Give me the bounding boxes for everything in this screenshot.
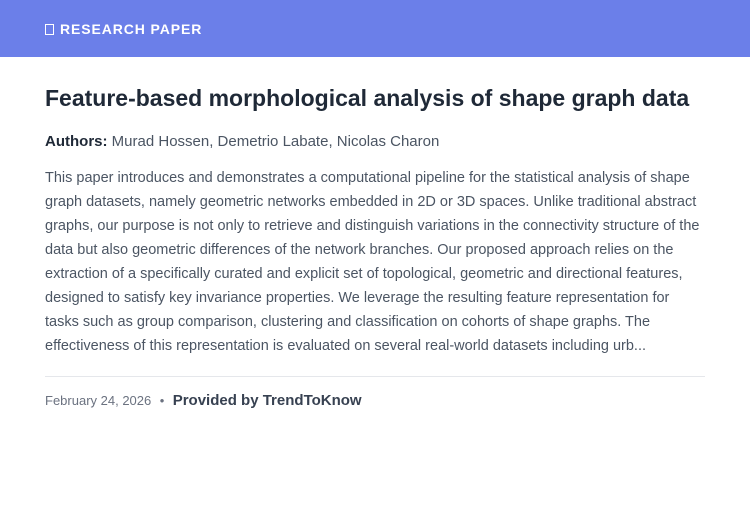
header-bar [0,0,750,57]
document-icon [45,24,54,35]
footer-separator: • [159,393,165,408]
paper-footer [45,391,705,411]
header-category [45,19,202,39]
header-category-label: RESEARCH PAPER [60,21,203,37]
divider [45,376,705,377]
publish-date: February 24, 2026 [45,393,152,408]
paper-title: Feature-based morphological analysis of shape graph data [45,85,690,111]
authors-line [45,132,705,152]
authors-names: Murad Hossen, Demetrio Labate, Nicolas Charon [111,133,440,150]
paper-abstract: This paper introduces and demonstrates a computational pipeline for the statistical analysis of shape graph datasets, namely geometric networks embedded in 2D or 3D spaces. Unlike traditional abstract graphs, our purpose is not only to retrieve and distinguish variations in the connectivity structure of the data but also geometric differences of the network branches. Our proposed approach relies on the extraction of a specifically curated and explicit set of topological, geometric and directional features, designed to satisfy key invariance properties. We leverage the resulting feature representation for tasks such as group comparison, clustering and classification on cohorts of shape graphs. The effectiveness of this representation is evaluated on several real-world datasets including urb... [45,170,700,354]
provider-credit: Provided by TrendToKnow [172,392,362,409]
paper-card [45,82,705,411]
authors-label: Authors: [45,133,108,150]
